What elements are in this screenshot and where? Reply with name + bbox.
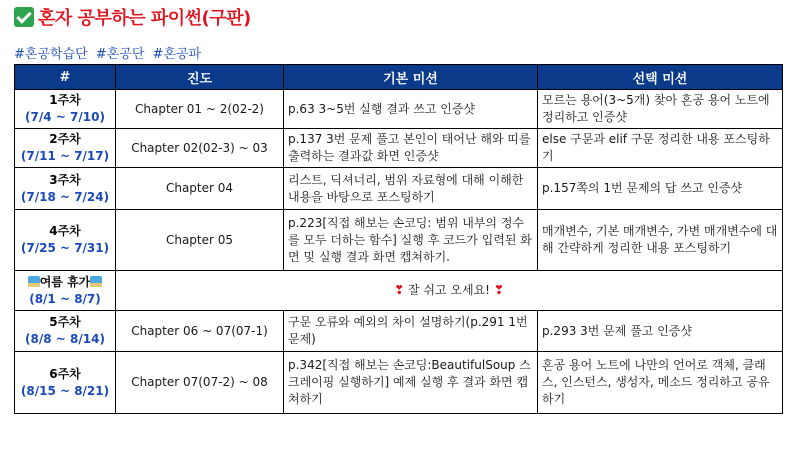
week-range: (8/15 ~ 8/21)	[20, 383, 110, 398]
progress-cell: Chapter 07(07-2) ~ 08	[116, 352, 284, 414]
progress-cell: Chapter 05	[116, 210, 284, 271]
hashtag-link[interactable]: #혼공단	[95, 47, 145, 62]
table-row	[15, 210, 783, 271]
optional-mission-cell: 모르는 용어(3~5개) 찾아 혼공 용어 노트에 정리하고 인증샷	[538, 90, 783, 129]
heart-icon: ❣	[493, 283, 504, 297]
vacation-message-cell	[116, 271, 783, 311]
check-mark-icon	[14, 7, 34, 27]
header-progress: 진도	[116, 65, 284, 90]
week-range: (8/8 ~ 8/14)	[25, 332, 105, 346]
optional-mission-cell: p.157쪽의 1번 문제의 답 쓰고 인증샷	[538, 168, 783, 210]
hashtag-list	[14, 43, 205, 62]
hashtag-link[interactable]: #혼공파	[152, 47, 202, 62]
hashtag-link[interactable]: #혼공학습단	[14, 47, 88, 62]
progress-cell: Chapter 01 ~ 2(02-2)	[116, 90, 284, 129]
week-label: 4주차	[49, 224, 81, 238]
schedule-table	[14, 64, 783, 414]
basic-mission-cell: p.342[직접 해보는 손코딩:BeautifulSoup 스크레이핑 실행하기] 예제 실행 후 결과 화면 캡쳐하기	[284, 352, 538, 414]
header-number: #	[15, 65, 116, 90]
header-optional-mission: 선택 미션	[538, 65, 783, 90]
title-bar	[14, 3, 251, 31]
table-row	[15, 168, 783, 210]
week-range: (7/25 ~ 7/31)	[20, 241, 110, 255]
page-title: 혼자 공부하는 파이썬(구판)	[38, 8, 251, 29]
basic-mission-cell: 리스트, 딕셔너리, 범위 자료형에 대해 이해한 내용을 바탕으로 포스팅하기	[284, 168, 538, 210]
week-cell	[15, 210, 116, 271]
week-label: 5주차	[49, 315, 81, 329]
week-label: 3주차	[49, 172, 81, 187]
week-range: (7/11 ~ 7/17)	[20, 149, 110, 163]
week-cell	[15, 129, 116, 168]
week-label: 6주차	[49, 366, 81, 381]
vacation-label	[19, 274, 111, 291]
table-row	[15, 311, 783, 352]
optional-mission-cell: 매개변수, 기본 매개변수, 가변 매개변수에 대해 간략하게 정리한 내용 포스팅하기	[538, 210, 783, 271]
beach-icon	[90, 276, 102, 287]
week-cell	[15, 90, 116, 129]
basic-mission-cell: p.137 3번 문제 풀고 본인이 태어난 해와 띠를 출력하는 결과값 화면 인증샷	[284, 129, 538, 168]
optional-mission-cell: else 구문과 elif 구문 정리한 내용 포스팅하기	[538, 129, 783, 168]
optional-mission-cell: p.293 3번 문제 풀고 인증샷	[538, 311, 783, 352]
week-cell	[15, 271, 116, 311]
week-label: 2주차	[49, 132, 81, 146]
vacation-message: 잘 쉬고 오세요!	[408, 283, 490, 297]
progress-cell: Chapter 02(02-3) ~ 03	[116, 129, 284, 168]
week-cell	[15, 352, 116, 414]
progress-cell: Chapter 06 ~ 07(07-1)	[116, 311, 284, 352]
table-row	[15, 352, 783, 414]
week-range: (8/1 ~ 8/7)	[29, 291, 101, 306]
basic-mission-cell: 구문 오류와 예외의 차이 설명하기(p.291 1번 문제)	[284, 311, 538, 352]
optional-mission-cell: 혼공 용어 노트에 나만의 언어로 객체, 클래스, 인스턴스, 생성자, 메소드 정리하고 공유하기	[538, 352, 783, 414]
table-row	[15, 90, 783, 129]
table-row	[15, 129, 783, 168]
table-row-vacation	[15, 271, 783, 311]
week-cell	[15, 311, 116, 352]
week-range: (7/4 ~ 7/10)	[25, 110, 105, 124]
basic-mission-cell: p.63 3~5번 실행 결과 쓰고 인증샷	[284, 90, 538, 129]
heart-icon: ❣	[394, 283, 405, 297]
beach-icon	[28, 276, 40, 287]
vacation-text: 여름 휴가	[39, 274, 91, 289]
week-cell	[15, 168, 116, 210]
basic-mission-cell: p.223[직접 해보는 손코딩: 범위 내부의 정수를 모두 더하는 함수] 실행 후 코드가 입력된 화면 및 실행 결과 화면 캡쳐하기.	[284, 210, 538, 271]
header-basic-mission: 기본 미션	[284, 65, 538, 90]
week-range: (7/18 ~ 7/24)	[20, 189, 110, 204]
table-header-row	[15, 65, 783, 90]
progress-cell: Chapter 04	[116, 168, 284, 210]
week-label: 1주차	[49, 93, 81, 107]
